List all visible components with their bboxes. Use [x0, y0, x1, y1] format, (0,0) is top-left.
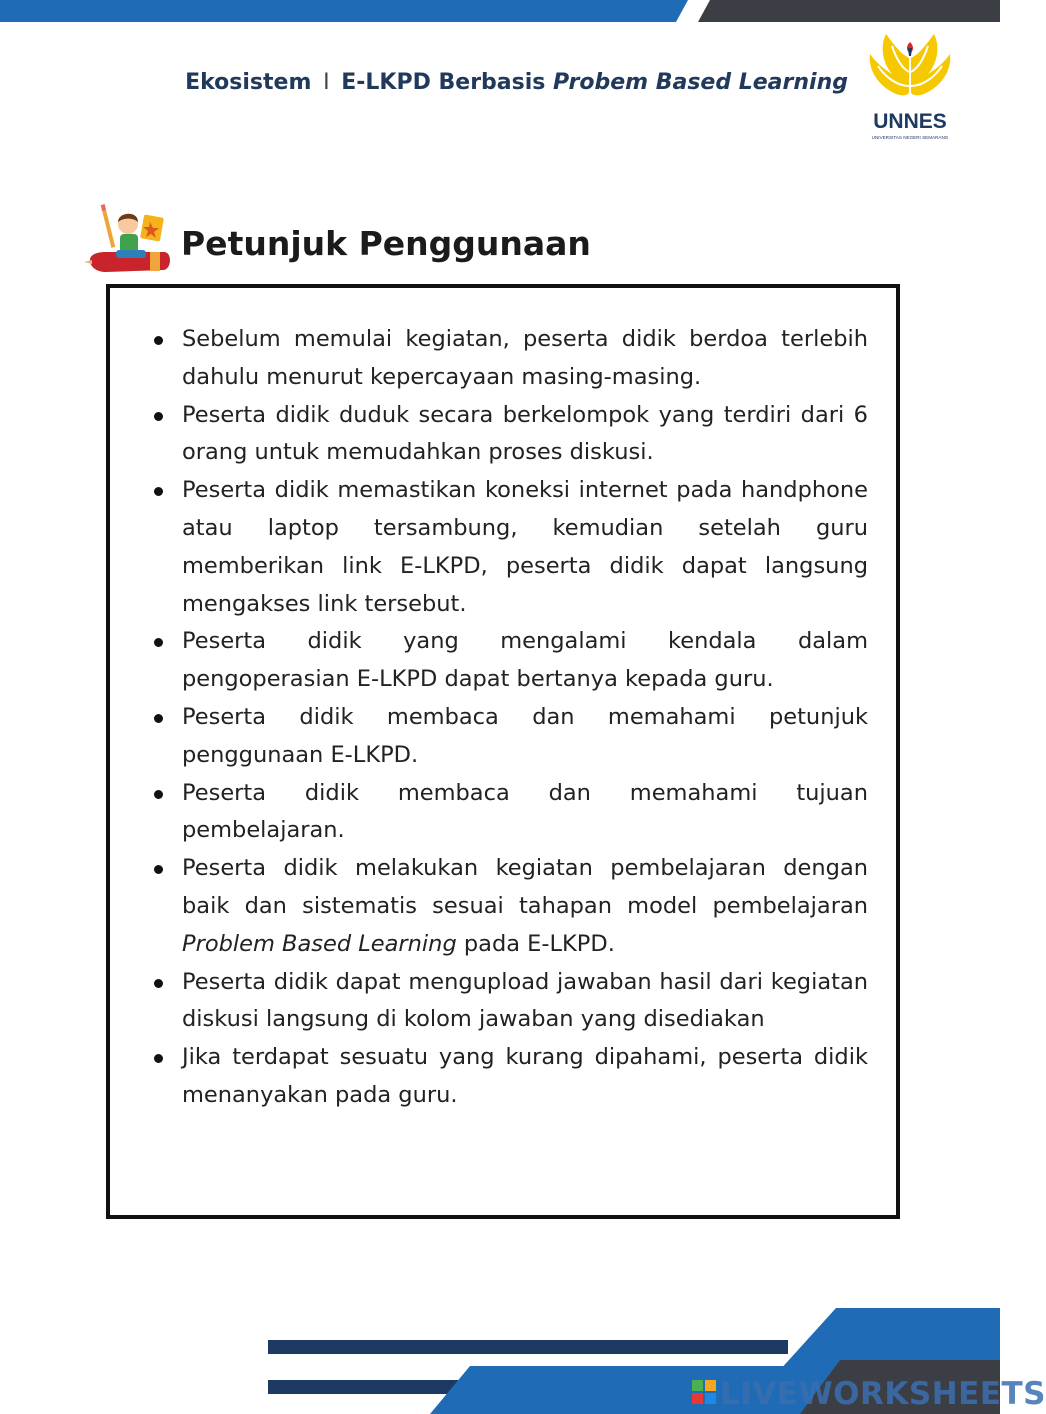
list-item [110, 472, 896, 623]
instruction-text: Peserta didik duduk secara berkelompok yang terdiri dari 6 orang untuk memudahkan proses diskusi. [182, 401, 868, 466]
bullet-icon [154, 865, 163, 874]
instruction-text-part: pada E-LKPD. [456, 930, 615, 957]
logo-emblem [870, 34, 951, 95]
header-model: Probem Based Learning [553, 70, 848, 95]
bullet-icon [154, 979, 163, 988]
header-prefix: E-LKPD Berbasis [341, 70, 546, 95]
instruction-text: Peserta didik yang mengalami kendala dalam pengoperasian E-LKPD dapat bertanya kepada guru. [182, 628, 868, 693]
list-item [110, 699, 896, 775]
instruction-text-part: Peserta didik melakukan kegiatan pembelajaran dengan baik dan sistematis sesuai tahapan model pembelajaran [182, 855, 868, 919]
bullet-icon [154, 1054, 163, 1063]
top-decorative-band [0, 0, 1000, 22]
bullet-icon [154, 790, 163, 799]
header-separator: I [323, 70, 330, 95]
instruction-text: Sebelum memulai kegiatan, peserta didik berdoa terlebih dahulu menurut kepercayaan masing-masing. [182, 326, 868, 390]
bullet-icon [154, 714, 163, 723]
section-heading [84, 202, 684, 286]
bullet-icon [154, 336, 163, 345]
instruction-text: Peserta didik membaca dan memahami petunjuk penggunaan E-LKPD. [182, 703, 868, 768]
instructions-list [110, 321, 896, 1115]
instruction-text [182, 850, 868, 963]
liveworksheets-watermark: LIVEWORKSHEETS [720, 1376, 1046, 1412]
kid-with-pencil-illustration [84, 202, 176, 286]
instruction-text: Peserta didik membaca dan memahami tujuan pembelajaran. [182, 779, 868, 844]
list-item [110, 1039, 896, 1115]
instruction-text: Peserta didik memastikan koneksi internet pada handphone atau laptop tersambung, kemudian setelah guru memberikan link E-LKPD, peserta didik dapat langsung mengakses link tersebut. [182, 477, 868, 617]
instruction-text: Peserta didik dapat mengupload jawaban hasil dari kegiatan diskusi langsung di kolom jawaban yang disediakan [182, 968, 868, 1033]
bullet-icon [154, 412, 163, 421]
unnes-logo [862, 28, 958, 146]
list-item [110, 964, 896, 1040]
header-topic: Ekosistem [185, 70, 312, 95]
list-item [110, 850, 896, 963]
list-item [110, 775, 896, 851]
list-item [110, 321, 896, 397]
list-item [110, 623, 896, 699]
bullet-icon [154, 487, 163, 496]
section-title: Petunjuk Penggunaan [181, 224, 591, 263]
list-item [110, 397, 896, 473]
instruction-text: Jika terdapat sesuatu yang kurang dipahami, peserta didik menanyakan pada guru. [182, 1044, 868, 1108]
logo-name: UNNES [873, 110, 947, 133]
bullet-icon [154, 638, 163, 647]
logo-subtitle: UNIVERSITAS NEGERI SEMARANG [871, 135, 949, 140]
instructions-box [106, 284, 900, 1219]
document-header-title [185, 70, 848, 95]
instruction-italic-term: Problem Based Learning [182, 930, 457, 957]
liveworksheets-logo-icon [692, 1380, 716, 1404]
